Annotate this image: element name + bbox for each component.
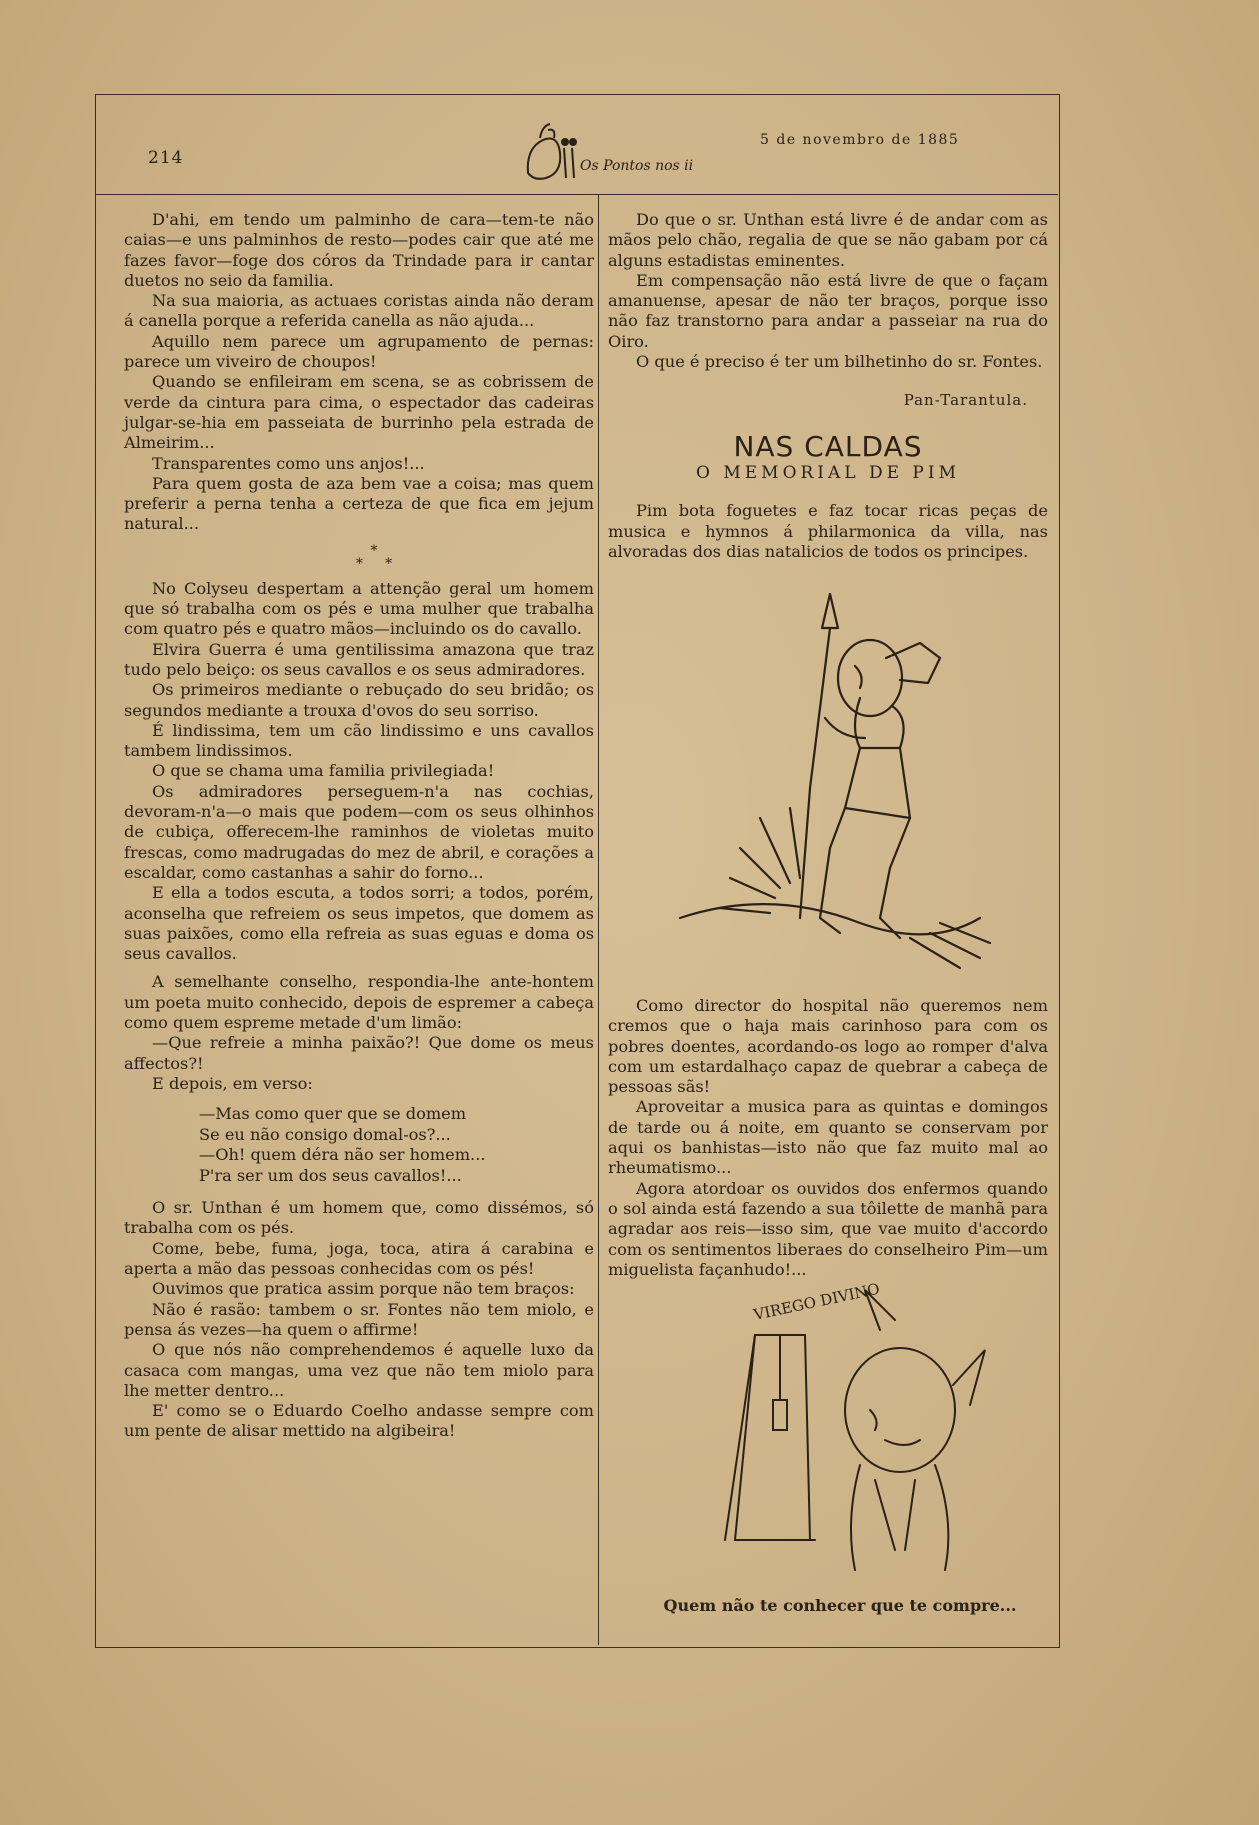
paragraph: O que nós não comprehendemos é aquelle luxo da casaca com mangas, uma vez que não tem miolo para lhe metter dentro... (124, 1340, 594, 1400)
verse-line: Se eu não consigo domal-os?... (199, 1124, 451, 1144)
paragraph: Em compensação não está livre de que o façam amanuense, apesar de não ter braços, porque isso não faz transtorno para andar a passeiar na rua do Oiro. (608, 270, 1048, 351)
header-rule (95, 194, 1058, 195)
paragraph: Os admiradores perseguem-n'a nas cochias, devoram-n'a—o mais que podem—com os seus olhinhos de cubiça, offerecem-lhe raminhos de violetas muito frescas, como madrugadas do mez de abril, e corações a escaldar, como castanhas a sahir do forno... (124, 781, 594, 882)
paragraph: O sr. Unthan é um homem que, como dissémos, só trabalha com os pés. (124, 1198, 594, 1238)
verse-line: —Oh! quem déra não ser homem... (199, 1145, 486, 1165)
illustration-caption: Quem não te conhecer que te compre... (663, 1596, 1017, 1615)
paragraph: D'ahi, em tendo um palminho de cara—tem-te não caias—e uns palminhos de resto—podes cair que até me fazes favor—foge dos córos da Trindade para ir cantar duetos no seio da familia. (124, 210, 594, 290)
paragraph: E' como se o Eduardo Coelho andasse sempre com um pente de alisar mettido na algibeira! (124, 1401, 594, 1441)
masthead-logo-icon (508, 118, 694, 188)
rocket-figure-illustration-icon (660, 588, 1000, 983)
cartoon-label: VIREGO DIVINO (752, 1279, 882, 1324)
right-column (608, 210, 1048, 562)
section-title: NAS CALDAS (733, 429, 923, 463)
paragraph: Pim bota foguetes e faz tocar ricas peças de musica e hymnos á philarmonica da villa, nas alvoradas dos dias natalicios de todos os principes. (608, 501, 1048, 561)
paragraph: Agora atordoar os ouvidos dos enfermos quando o sol ainda está fazendo a sua tôilette de manhã para agradar aos reis—isso sim, que vae muito d'accordo com os sentimentos liberaes do conselheiro Pim—um miguelista façanhudo!... (608, 1178, 1048, 1279)
section-subtitle: O MEMORIAL DE PIM (696, 462, 960, 483)
gallows-cartoon-illustration-icon (695, 1279, 995, 1590)
page-number: 214 (148, 148, 184, 168)
paragraph: —Que refreie a minha paixão?! Que dome os meus affectos?! (124, 1033, 594, 1073)
paragraph: A semelhante conselho, respondia-lhe ante-hontem um poeta muito conhecido, depois de espremer a cabeça como quem espreme metade d'um limão: (124, 972, 594, 1032)
issue-date: 5 de novembro de 1885 (760, 132, 960, 148)
paragraph: Come, bebe, fuma, joga, toca, atira á carabina e aperta a mão das pessoas conhecidas com os pés! (124, 1238, 594, 1279)
column-divider (598, 195, 599, 1645)
paragraph: Do que o sr. Unthan está livre é de andar com as mãos pelo chão, regalia de que se não gabam por cá alguns estadistas eminentes. (608, 210, 1048, 270)
paragraph: O que é preciso é ter um bilhetinho do sr. Fontes. (636, 352, 1043, 372)
paragraph: Aquillo nem parece um agrupamento de pernas: parece um viveiro de choupos! (124, 331, 594, 372)
paragraph: E ella a todos escuta, a todos sorri; a todos, porém, aconselha que refreiem os seus impetos, que domem as suas paixões, como ella refreia as suas eguas e doma os seus cavallos. (124, 883, 594, 964)
paragraph: É lindissima, tem um cão lindissimo e uns cavallos tambem lindissimos. (124, 720, 594, 761)
asterism-divider: * * * (355, 542, 393, 572)
right-column-lower (608, 996, 1048, 1280)
paragraph: Aproveitar a musica para as quintas e domingos de tarde ou á noite, em quanto se conservam por aqui os banhistas—isto não que faz muito mal ao rheumatismo... (608, 1097, 1048, 1178)
paragraph: No Colyseu despertam a attenção geral um homem que só trabalha com os pés e uma mulher que trabalha com quatro pés e quatro mãos—incluindo os do cavallo. (124, 578, 594, 639)
paragraph: Transparentes como uns anjos!... (152, 453, 425, 473)
verse-line: —Mas como quer que se domem (199, 1104, 467, 1124)
paragraph: Os primeiros mediante o rebuçado do seu bridão; os segundos mediante a trouxa d'ovos do seu sorriso. (124, 680, 594, 720)
author-signature: Pan-Tarantula. (903, 391, 1028, 410)
logo-text: Os Pontos nos ii (580, 158, 694, 174)
paragraph: O que se chama uma familia privilegiada! (152, 761, 495, 781)
paragraph: Para quem gosta de aza bem vae a coisa; mas quem preferir a perna tenha a certeza de que fica em jejum natural... (124, 473, 594, 534)
paragraph: Na sua maioria, as actuaes coristas ainda não deram á canella porque a referida canella as não ajuda... (124, 291, 594, 331)
paragraph: Ouvimos que pratica assim porque não tem braços: (152, 1279, 575, 1299)
verse-block (199, 1104, 594, 1186)
paragraph: Elvira Guerra é uma gentilissima amazona que traz tudo pelo beiço: os seus cavallos e os seus admiradores. (124, 639, 594, 679)
verse-line: P'ra ser um dos seus cavallos!... (199, 1165, 462, 1185)
paragraph: Como director do hospital não queremos nem cremos que o haja mais carinhoso para com os pobres doentes, acordando-os logo ao romper d'alva com um estardalhaço capaz de quebrar a cabeça de pessoas sãs! (608, 996, 1048, 1097)
left-column (124, 210, 594, 1442)
paragraph: E depois, em verso: (152, 1073, 313, 1093)
paragraph: Quando se enfileiram em scena, se as cobrissem de verde da cintura para cima, o espectador das cadeiras julgar-se-hia em passeiata de burrinho pela estrada de Almeirim... (124, 372, 594, 453)
paragraph: Não é rasão: tambem o sr. Fontes não tem miolo, e pensa ás vezes—ha quem o affirme! (124, 1299, 594, 1339)
